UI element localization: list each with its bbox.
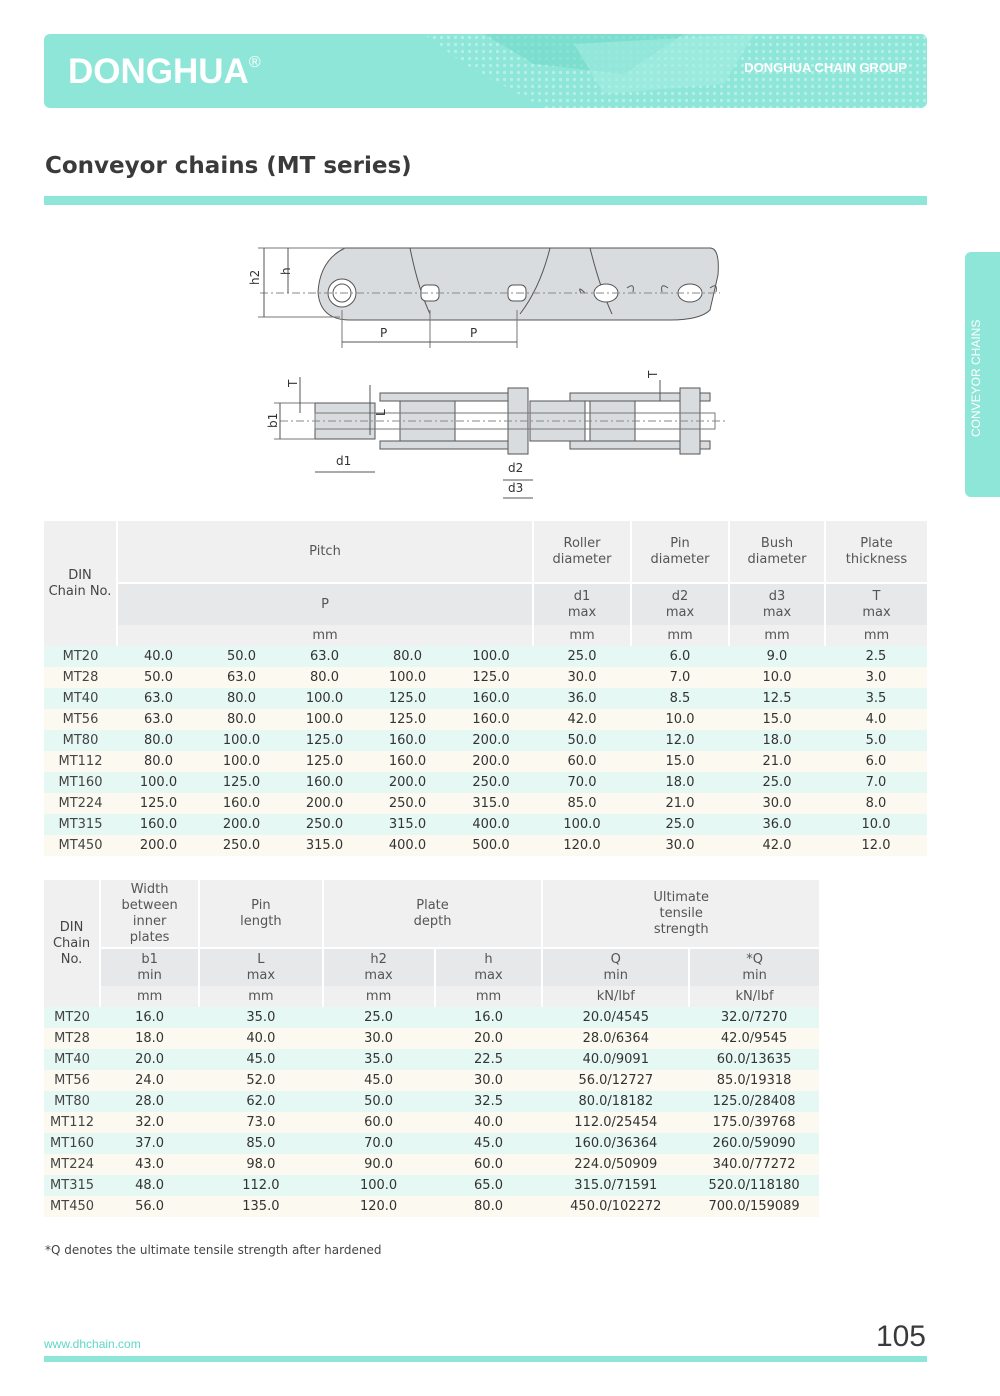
unit-cell: mm	[117, 625, 533, 646]
width-header: Width between inner plates	[100, 880, 199, 948]
value-cell: 36.0	[729, 814, 825, 835]
value-cell: 450.0/102272	[542, 1196, 689, 1217]
value-cell: 45.0	[323, 1070, 435, 1091]
value-cell: 100.0	[200, 751, 283, 772]
table-row	[44, 688, 927, 709]
value-cell: 43.0	[100, 1154, 199, 1175]
plate-thickness-header: Plate thickness	[845, 535, 908, 567]
din-label: DIN	[59, 919, 84, 935]
value-cell: 125.0	[200, 772, 283, 793]
value-cell: 80.0/18182	[542, 1091, 689, 1112]
value-cell: 25.0	[729, 772, 825, 793]
value-cell: 9.0	[729, 646, 825, 667]
value-cell: 22.5	[435, 1049, 543, 1070]
value-cell: 175.0/39768	[689, 1112, 819, 1133]
value-cell: 28.0	[100, 1091, 199, 1112]
unit-cell: mm	[100, 986, 199, 1007]
chain-no-cell: MT40	[44, 688, 117, 709]
table-row	[44, 730, 927, 751]
q-hardened-symbol: *Q	[746, 951, 763, 967]
value-cell: 10.0	[631, 709, 729, 730]
d2-symbol: d2	[671, 588, 689, 604]
value-cell: 56.0	[100, 1196, 199, 1217]
value-cell: 21.0	[631, 793, 729, 814]
unit-cell: mm	[729, 625, 825, 646]
value-cell: 85.0/19318	[689, 1070, 819, 1091]
table-row	[44, 1028, 819, 1049]
tensile-strength-header: Ultimate tensile strength	[653, 889, 709, 937]
value-cell: 85.0	[199, 1133, 322, 1154]
header-banner	[44, 34, 927, 108]
dim-d2: d2	[508, 461, 524, 475]
value-cell: 250.0	[200, 835, 283, 856]
value-cell: 85.0	[533, 793, 631, 814]
value-cell: 400.0	[449, 814, 533, 835]
value-cell: 24.0	[100, 1070, 199, 1091]
chain-no-label: Chain No.	[48, 583, 112, 599]
value-cell: 48.0	[100, 1175, 199, 1196]
value-cell: 80.0	[117, 730, 200, 751]
value-cell: 20.0	[100, 1049, 199, 1070]
value-cell: 100.0	[449, 646, 533, 667]
b1-limit: min	[137, 967, 162, 983]
value-cell: 30.0	[435, 1070, 543, 1091]
page-number: 105	[875, 1320, 926, 1353]
l-limit: max	[246, 967, 276, 983]
table-row	[44, 835, 927, 856]
value-cell: 80.0	[200, 688, 283, 709]
value-cell: 25.0	[323, 1007, 435, 1028]
value-cell: 25.0	[631, 814, 729, 835]
value-cell: 56.0/12727	[542, 1070, 689, 1091]
table-row	[44, 814, 927, 835]
value-cell: 100.0	[283, 688, 366, 709]
value-cell: 160.0/36364	[542, 1133, 689, 1154]
b1-symbol: b1	[141, 951, 158, 967]
value-cell: 20.0/4545	[542, 1007, 689, 1028]
dim-l: L	[374, 409, 388, 416]
q-symbol: Q	[610, 951, 621, 967]
value-cell: 200.0	[366, 772, 449, 793]
value-cell: 125.0	[366, 709, 449, 730]
value-cell: 200.0	[117, 835, 200, 856]
value-cell: 12.0	[631, 730, 729, 751]
value-cell: 16.0	[100, 1007, 199, 1028]
table-row	[44, 772, 927, 793]
value-cell: 32.0	[100, 1112, 199, 1133]
value-cell: 70.0	[533, 772, 631, 793]
table-row	[44, 1112, 819, 1133]
value-cell: 315.0	[449, 793, 533, 814]
value-cell: 15.0	[729, 709, 825, 730]
value-cell: 80.0	[200, 709, 283, 730]
value-cell: 35.0	[199, 1007, 322, 1028]
value-cell: 10.0	[825, 814, 927, 835]
table-row	[44, 667, 927, 688]
strength-table-body	[44, 1007, 819, 1217]
table-row	[44, 709, 927, 730]
value-cell: 32.0/7270	[689, 1007, 819, 1028]
value-cell: 90.0	[323, 1154, 435, 1175]
value-cell: 125.0	[283, 751, 366, 772]
table-row	[44, 1154, 819, 1175]
table-row	[44, 1070, 819, 1091]
value-cell: 6.0	[631, 646, 729, 667]
value-cell: 12.5	[729, 688, 825, 709]
pitch-header: Pitch	[117, 521, 533, 583]
value-cell: 73.0	[199, 1112, 322, 1133]
table-row	[44, 1196, 819, 1217]
dim-t2: T	[646, 370, 660, 378]
q-limit: min	[603, 967, 629, 983]
table-row	[44, 1049, 819, 1070]
value-cell: 28.0/6364	[542, 1028, 689, 1049]
logo[interactable]: DONGHUA®	[68, 52, 261, 91]
value-cell: 36.0	[533, 688, 631, 709]
chain-no-label: Chain No.	[52, 935, 91, 967]
footnote: *Q denotes the ultimate tensile strength after hardened	[45, 1243, 382, 1257]
d3-limit: max	[762, 604, 792, 620]
value-cell: 62.0	[199, 1091, 322, 1112]
value-cell: 500.0	[449, 835, 533, 856]
dim-b1: b1	[266, 412, 280, 428]
table-row	[44, 646, 927, 667]
unit-cell: kN/lbf	[542, 986, 689, 1007]
value-cell: 63.0	[117, 688, 200, 709]
value-cell: 60.0	[323, 1112, 435, 1133]
value-cell: 135.0	[199, 1196, 322, 1217]
value-cell: 125.0	[117, 793, 200, 814]
d1-limit: max	[567, 604, 597, 620]
value-cell: 60.0	[533, 751, 631, 772]
value-cell: 160.0	[200, 793, 283, 814]
value-cell: 40.0	[435, 1112, 543, 1133]
chain-no-cell: MT56	[44, 709, 117, 730]
dim-p1: P	[380, 326, 388, 340]
table-row	[44, 1091, 819, 1112]
value-cell: 200.0	[283, 793, 366, 814]
value-cell: 60.0	[435, 1154, 543, 1175]
value-cell: 200.0	[449, 730, 533, 751]
value-cell: 120.0	[323, 1196, 435, 1217]
chain-no-cell: MT20	[44, 1007, 100, 1028]
dimension-table	[44, 521, 927, 856]
chain-no-cell: MT160	[44, 772, 117, 793]
l-symbol: L	[257, 951, 265, 967]
table-row	[44, 793, 927, 814]
value-cell: 125.0/28408	[689, 1091, 819, 1112]
chain-no-cell: MT224	[44, 793, 117, 814]
value-cell: 250.0	[366, 793, 449, 814]
value-cell: 35.0	[323, 1049, 435, 1070]
value-cell: 7.0	[825, 772, 927, 793]
value-cell: 80.0	[435, 1196, 543, 1217]
value-cell: 20.0	[435, 1028, 543, 1049]
value-cell: 700.0/159089	[689, 1196, 819, 1217]
unit-cell: mm	[435, 986, 543, 1007]
value-cell: 315.0/71591	[542, 1175, 689, 1196]
dim-p2: P	[470, 326, 478, 340]
value-cell: 18.0	[729, 730, 825, 751]
value-cell: 15.0	[631, 751, 729, 772]
dim-d1: d1	[336, 454, 352, 468]
value-cell: 400.0	[366, 835, 449, 856]
value-cell: 125.0	[366, 688, 449, 709]
value-cell: 260.0/59090	[689, 1133, 819, 1154]
value-cell: 18.0	[631, 772, 729, 793]
chain-diagram	[240, 230, 740, 505]
value-cell: 7.0	[631, 667, 729, 688]
value-cell: 100.0	[323, 1175, 435, 1196]
value-cell: 100.0	[200, 730, 283, 751]
value-cell: 65.0	[435, 1175, 543, 1196]
h-symbol: h	[484, 951, 493, 967]
value-cell: 3.5	[825, 688, 927, 709]
value-cell: 8.5	[631, 688, 729, 709]
value-cell: 100.0	[117, 772, 200, 793]
value-cell: 60.0/13635	[689, 1049, 819, 1070]
value-cell: 30.0	[631, 835, 729, 856]
value-cell: 45.0	[199, 1049, 322, 1070]
footer-rule	[44, 1356, 927, 1362]
h-limit: max	[474, 967, 503, 983]
chain-no-cell: MT315	[44, 1175, 100, 1196]
unit-cell: mm	[323, 986, 435, 1007]
side-tab[interactable]	[965, 252, 1000, 497]
value-cell: 100.0	[283, 709, 366, 730]
chain-no-cell: MT224	[44, 1154, 100, 1175]
top-view	[274, 377, 740, 498]
value-cell: 3.0	[825, 667, 927, 688]
unit-cell: mm	[631, 625, 729, 646]
t-symbol: T	[872, 588, 881, 604]
value-cell: 50.0	[200, 646, 283, 667]
value-cell: 18.0	[100, 1028, 199, 1049]
value-cell: 4.0	[825, 709, 927, 730]
table-row	[44, 1175, 819, 1196]
unit-cell: mm	[199, 986, 322, 1007]
t-limit: max	[862, 604, 891, 620]
value-cell: 100.0	[366, 667, 449, 688]
value-cell: 200.0	[200, 814, 283, 835]
chain-no-cell: MT450	[44, 1196, 100, 1217]
value-cell: 63.0	[117, 709, 200, 730]
value-cell: 520.0/118180	[689, 1175, 819, 1196]
value-cell: 6.0	[825, 751, 927, 772]
value-cell: 80.0	[283, 667, 366, 688]
unit-cell: mm	[825, 625, 927, 646]
value-cell: 98.0	[199, 1154, 322, 1175]
roller-diameter-header: Roller diameter	[533, 521, 631, 583]
chain-no-cell: MT20	[44, 646, 117, 667]
d1-symbol: d1	[573, 588, 591, 604]
value-cell: 25.0	[533, 646, 631, 667]
value-cell: 224.0/50909	[542, 1154, 689, 1175]
value-cell: 63.0	[200, 667, 283, 688]
value-cell: 40.0	[117, 646, 200, 667]
value-cell: 315.0	[366, 814, 449, 835]
value-cell: 42.0	[533, 709, 631, 730]
value-cell: 40.0	[199, 1028, 322, 1049]
value-cell: 42.0/9545	[689, 1028, 819, 1049]
value-cell: 100.0	[533, 814, 631, 835]
d2-limit: max	[665, 604, 695, 620]
value-cell: 50.0	[117, 667, 200, 688]
din-label: DIN	[68, 567, 92, 583]
value-cell: 40.0/9091	[542, 1049, 689, 1070]
website-link[interactable]: www.dhchain.com	[44, 1337, 141, 1351]
value-cell: 160.0	[283, 772, 366, 793]
value-cell: 45.0	[435, 1133, 543, 1154]
value-cell: 30.0	[729, 793, 825, 814]
value-cell: 42.0	[729, 835, 825, 856]
value-cell: 5.0	[825, 730, 927, 751]
value-cell: 30.0	[323, 1028, 435, 1049]
value-cell: 125.0	[449, 667, 533, 688]
value-cell: 16.0	[435, 1007, 543, 1028]
unit-cell: mm	[533, 625, 631, 646]
value-cell: 2.5	[825, 646, 927, 667]
value-cell: 340.0/77272	[689, 1154, 819, 1175]
value-cell: 160.0	[366, 730, 449, 751]
value-cell: 112.0/25454	[542, 1112, 689, 1133]
value-cell: 50.0	[323, 1091, 435, 1112]
side-view	[258, 248, 720, 348]
chain-no-cell: MT450	[44, 835, 117, 856]
group-name: DONGHUA CHAIN GROUP	[744, 60, 907, 75]
value-cell: 125.0	[283, 730, 366, 751]
title-rule	[44, 196, 927, 205]
value-cell: 112.0	[199, 1175, 322, 1196]
value-cell: 52.0	[199, 1070, 322, 1091]
d3-symbol: d3	[768, 588, 786, 604]
dim-h: h	[279, 267, 293, 275]
value-cell: 250.0	[449, 772, 533, 793]
unit-cell: kN/lbf	[689, 986, 819, 1007]
h2-limit: max	[364, 967, 393, 983]
dim-t1: T	[286, 379, 300, 387]
chain-no-cell: MT315	[44, 814, 117, 835]
chain-no-cell: MT80	[44, 730, 117, 751]
value-cell: 37.0	[100, 1133, 199, 1154]
table-row	[44, 1133, 819, 1154]
dimension-table-body	[44, 646, 927, 856]
value-cell: 160.0	[366, 751, 449, 772]
dim-h2: h2	[248, 269, 262, 285]
chain-no-cell: MT112	[44, 1112, 100, 1133]
chain-no-cell: MT28	[44, 1028, 100, 1049]
chain-no-cell: MT40	[44, 1049, 100, 1070]
value-cell: 70.0	[323, 1133, 435, 1154]
value-cell: 80.0	[117, 751, 200, 772]
dim-d3: d3	[508, 481, 524, 495]
value-cell: 250.0	[283, 814, 366, 835]
pitch-symbol: P	[117, 583, 533, 625]
value-cell: 160.0	[449, 709, 533, 730]
table-row	[44, 1007, 819, 1028]
chain-no-cell: MT160	[44, 1133, 100, 1154]
strength-table	[44, 880, 819, 1217]
chain-no-cell: MT80	[44, 1091, 100, 1112]
bush-diameter-header: Bush diameter	[729, 521, 825, 583]
value-cell: 80.0	[366, 646, 449, 667]
value-cell: 315.0	[283, 835, 366, 856]
table-row	[44, 751, 927, 772]
page-title: Conveyor chains (MT series)	[45, 153, 412, 179]
value-cell: 8.0	[825, 793, 927, 814]
value-cell: 21.0	[729, 751, 825, 772]
plate-depth-header: Plate depth	[323, 880, 543, 948]
value-cell: 160.0	[449, 688, 533, 709]
value-cell: 30.0	[533, 667, 631, 688]
value-cell: 63.0	[283, 646, 366, 667]
value-cell: 32.5	[435, 1091, 543, 1112]
q-hardened-limit: min	[742, 967, 767, 983]
value-cell: 200.0	[449, 751, 533, 772]
pin-length-header: Pin length	[199, 880, 322, 948]
value-cell: 120.0	[533, 835, 631, 856]
chain-no-cell: MT28	[44, 667, 117, 688]
value-cell: 160.0	[117, 814, 200, 835]
side-tab-label: CONVEYOR CHAINS	[969, 319, 983, 437]
value-cell: 12.0	[825, 835, 927, 856]
h2-symbol: h2	[370, 951, 387, 967]
pin-diameter-header: Pin diameter	[631, 521, 729, 583]
value-cell: 10.0	[729, 667, 825, 688]
chain-no-cell: MT112	[44, 751, 117, 772]
value-cell: 50.0	[533, 730, 631, 751]
chain-no-cell: MT56	[44, 1070, 100, 1091]
